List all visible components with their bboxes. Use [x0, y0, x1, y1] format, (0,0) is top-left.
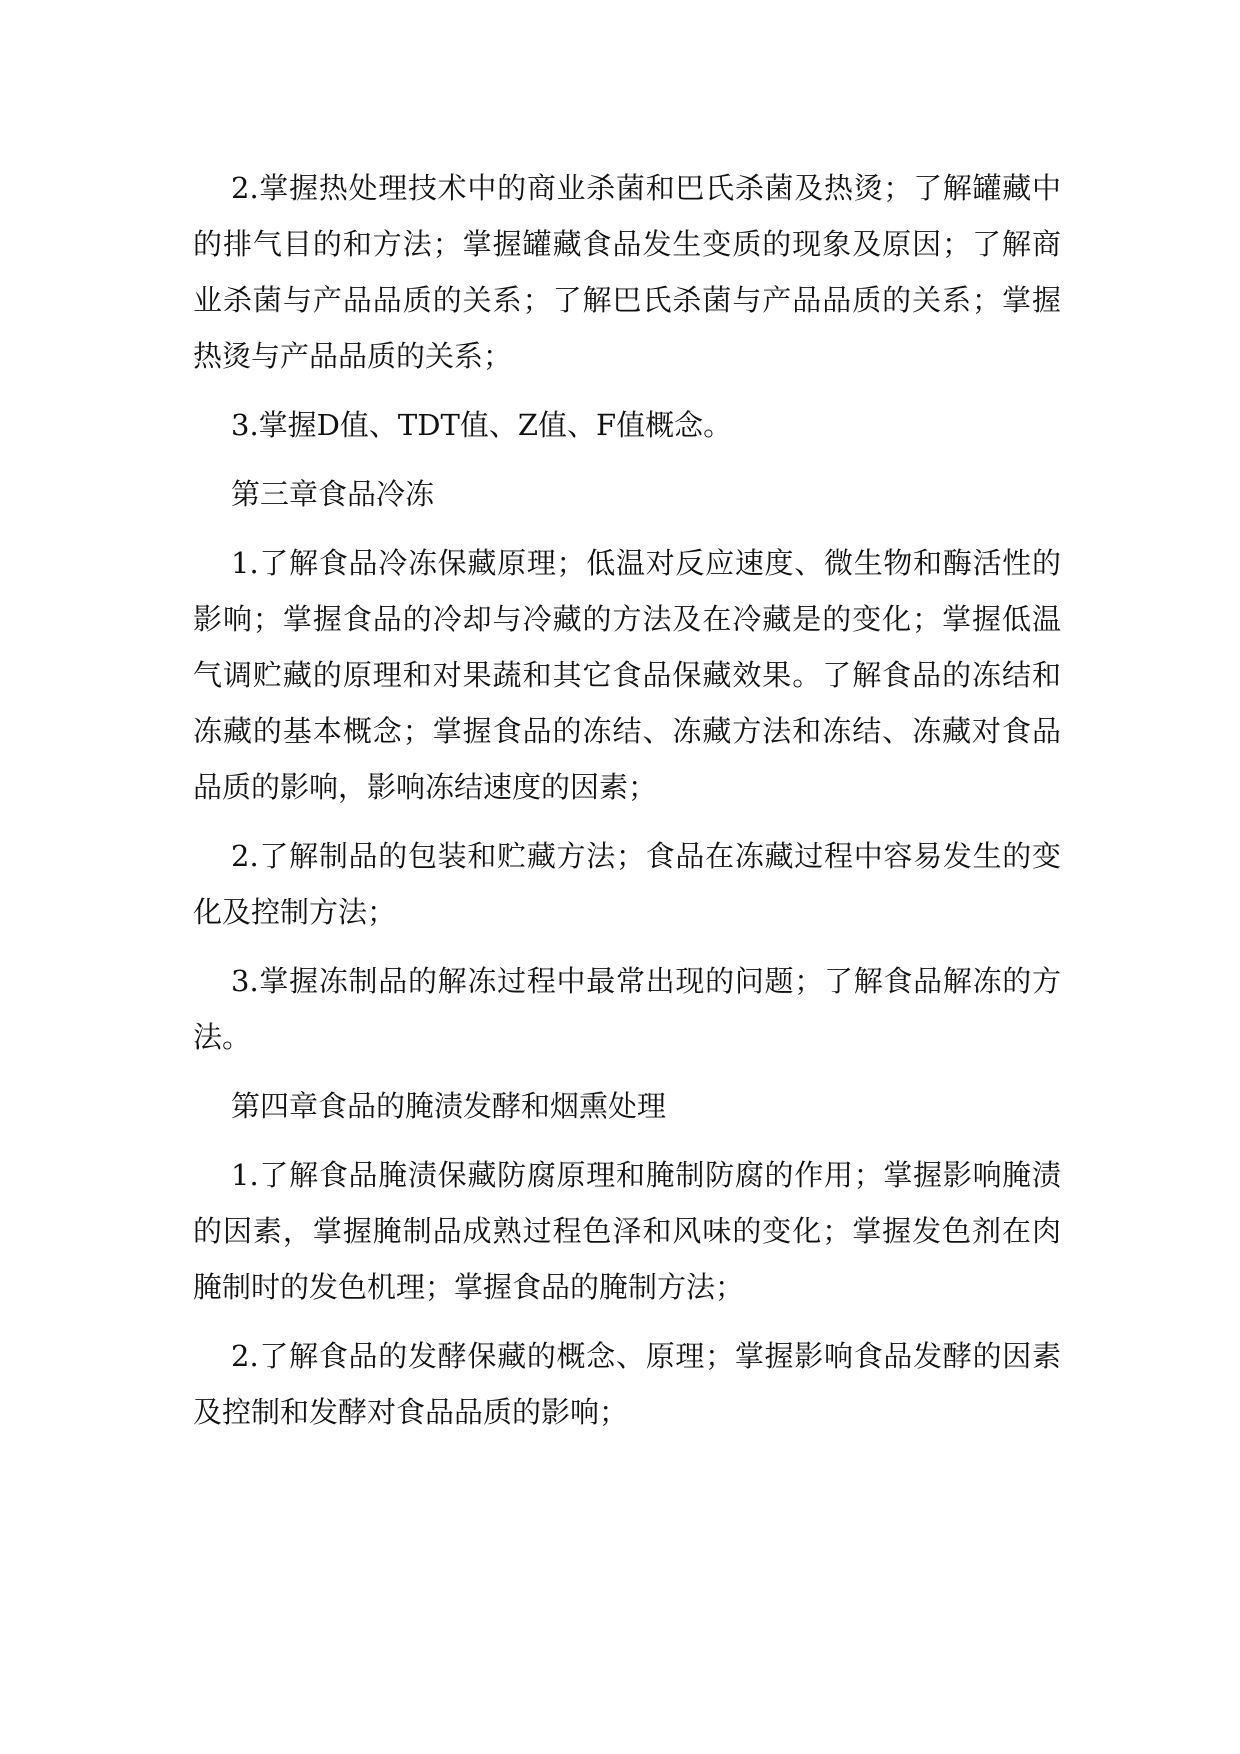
chapter-heading-4: 第四章食品的腌渍发酵和烟熏处理: [231, 1089, 667, 1123]
chapter-heading-3: 第三章食品冷冻: [231, 477, 435, 511]
paragraph-d-value-concepts: 3.掌握D值、TDT值、Z值、F值概念。: [231, 408, 733, 442]
paragraph-freezing-principles: 1.了解食品冷冻保藏原理；低温对反应速度、微生物和酶活性的影响；掌握食品的冷却与冷藏的方法及在冷藏是的变化；掌握低温气调贮藏的原理和对果蔬和其它食品保藏效果。了解食品的冻结和冻藏的基本概念；掌握食品的冻结、冻藏方法和冻结、冻藏对食品品质的影响，影响冻结速度的因素；: [193, 546, 1061, 804]
document-body: [193, 160, 1061, 1453]
paragraph-pickling: 1.了解食品腌渍保藏防腐原理和腌制防腐的作用；掌握影响腌渍的因素，掌握腌制品成熟过程色泽和风味的变化；掌握发色剂在肉腌制时的发色机理；掌握食品的腌制方法；: [193, 1158, 1061, 1304]
paragraph-packaging-storage: 2.了解制品的包装和贮藏方法；食品在冻藏过程中容易发生的变化及控制方法；: [193, 839, 1061, 929]
paragraph-thawing: 3.掌握冻制品的解冻过程中最常出现的问题；了解食品解冻的方法。: [193, 964, 1061, 1054]
paragraph-heat-treatment: 2.掌握热处理技术中的商业杀菌和巴氏杀菌及热烫；了解罐藏中的排气目的和方法；掌握罐藏食品发生变质的现象及原因；了解商业杀菌与产品品质的关系；了解巴氏杀菌与产品品质的关系；掌握热烫与产品品质的关系；: [193, 171, 1061, 373]
paragraph-fermentation: 2.了解食品的发酵保藏的概念、原理；掌握影响食品发酵的因素及控制和发酵对食品品质的影响；: [193, 1339, 1061, 1429]
